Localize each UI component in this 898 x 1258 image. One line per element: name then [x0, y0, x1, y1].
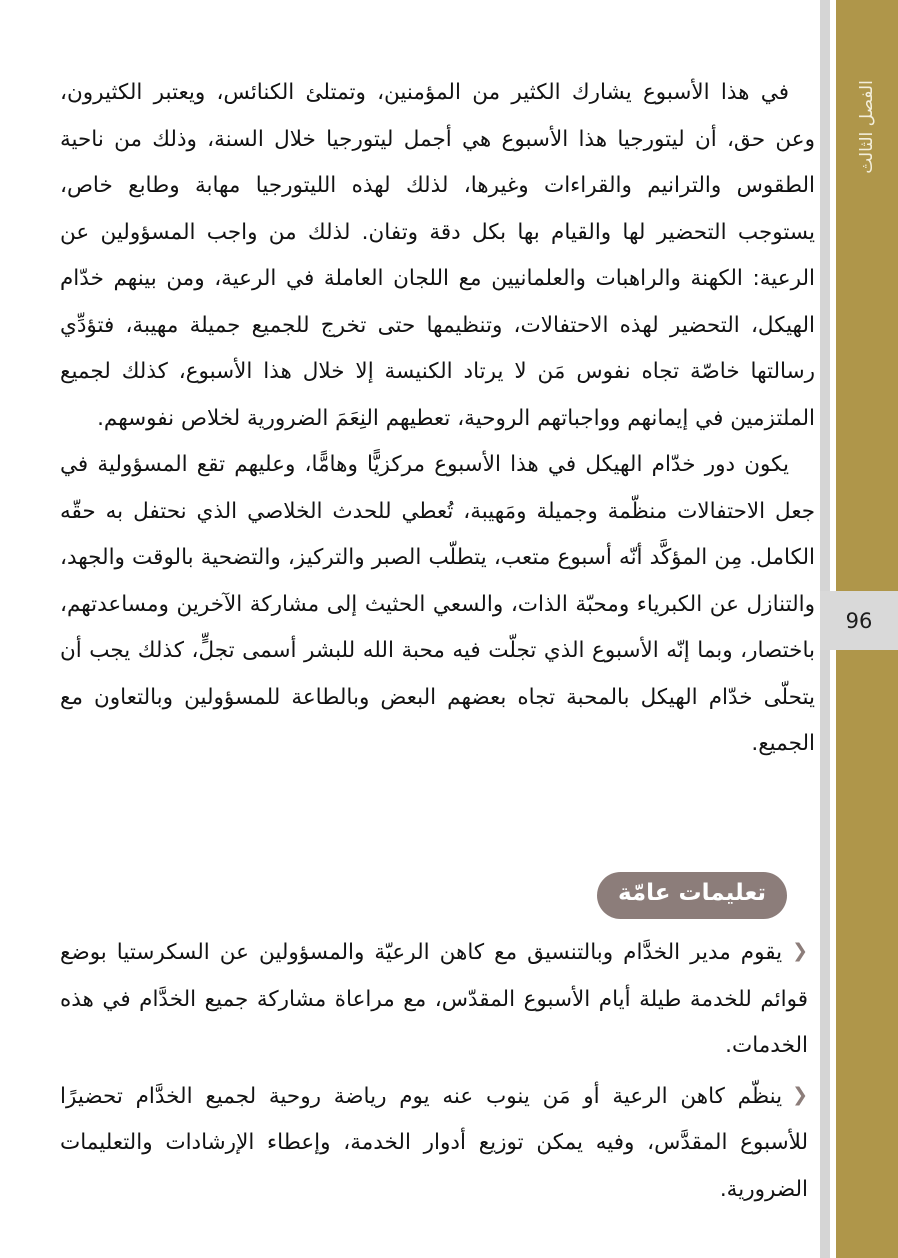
list-item — [60, 930, 808, 1070]
list-item — [60, 1074, 808, 1214]
list-item-text: يقوم مدير الخدَّام وبالتنسيق مع كاهن الرعيّة والمسؤولين عن السكرستيا بوضع قوائم للخدمة طيلة أيام الأسبوع المقدّس، مع مراعاة مشاركة جميع الخدَّام في هذه الخدمات. — [60, 940, 808, 1058]
section-header-badge — [597, 872, 787, 919]
page-number-box — [820, 591, 898, 650]
body-text — [60, 70, 815, 768]
paragraph-1: في هذا الأسبوع يشارك الكثير من المؤمنين، وتمتلئ الكنائس، ويعتبر الكثيرون، وعن حق، أن ليتورجيا هذا الأسبوع هي أجمل ليتورجيا خلال السنة، وذلك من ناحية الطقوس والترانيم والقراءات وغيرها، لذلك لهذه الليتورجيا مهابة وطابع خاص، يستوجب التحضير لها والقيام بها بكل دقة وتفان. لذلك من واجب المسؤولين عن الرعية: الكهنة والراهبات والعلمانيين مع اللجان العاملة في الرعية، ومن بينهم خدّام الهيكل، التحضير لهذه الاحتفالات، وتنظيمها حتى تخرج للجميع جميلة مهيبة، فتؤدِّي رسالتها خاصّة تجاه نفوس مَن لا يرتاد الكنيسة إلا خلال هذا الأسبوع، كذلك لجميع الملتزمين في إيمانهم وواجباتهم الروحية، تعطيهم النِعَمَ الضرورية لخلاص نفوسهم. — [60, 80, 815, 431]
section-header-label: تعليمات عامّة — [617, 880, 767, 906]
chapter-title-box — [836, 60, 898, 194]
paragraph-2: يكون دور خدّام الهيكل في هذا الأسبوع مركزيًّا وهامًّا، وعليهم تقع المسؤولية في جعل الاحتفالات منظّمة وجميلة ومَهيبة، تُعطي للحدث الخلاصي الذي نحتفل به حقّه الكامل. مِن المؤكَّد أنّه أسبوع متعب، يتطلّب الصبر والتركيز، والتضحية بالوقت والجهد، والتنازل عن الكبرياء ومحبّة الذات، والسعي الحثيث إلى مشاركة الآخرين ومساعدتهم، باختصار، وبما إنّه الأسبوع الذي تجلّت فيه محبة الله للبشر أسمى تجلٍّ، كذلك يجب أن يتحلّى خدّام الهيكل بالمحبة تجاه بعضهم البعض وبالطاعة للمسؤولين وبالتعاون مع الجميع. — [60, 452, 815, 756]
page-number: 96 — [845, 608, 873, 633]
list-item-text: ينظّم كاهن الرعية أو مَن ينوب عنه يوم رياضة روحية لجميع الخدَّام تحضيرًا للأسبوع المقدَّس، وفيه يمكن توزيع أدوار الخدمة، وإعطاء الإرشادات والتعليمات الضرورية. — [60, 1083, 808, 1202]
instructions-list — [60, 930, 808, 1217]
bullet-chevron-icon: ❮ — [792, 1083, 808, 1106]
chapter-title-vertical: الفصل الثالث — [857, 80, 878, 174]
bullet-chevron-icon: ❮ — [792, 940, 808, 962]
